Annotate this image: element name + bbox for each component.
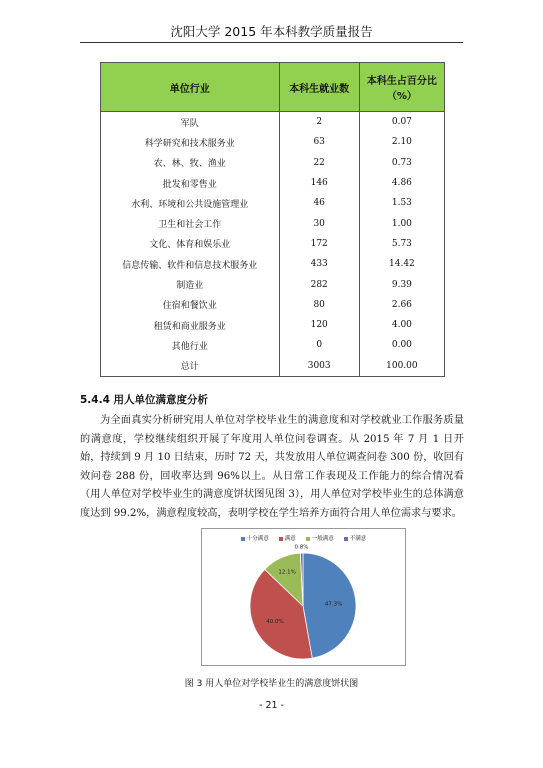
legend-label: 不满意 (349, 536, 367, 542)
cell-count: 2 (279, 112, 359, 133)
cell-count: 46 (279, 193, 359, 213)
cell-industry: 信息传输、软件和信息技术服务业 (101, 254, 280, 274)
pie-data-label: 47.3% (324, 601, 343, 608)
cell-percent: 4.86 (359, 173, 444, 193)
cell-industry: 科学研究和技术服务业 (101, 132, 280, 152)
table-header-row (101, 63, 445, 112)
cell-industry: 农、林、牧、渔业 (101, 153, 280, 173)
section-paragraph: 为全面真实分析研究用人单位对学校毕业生的满意度和对学校就业工作服务质量的满意度，学校继续组织开展了年度用人单位问卷调查。从 2015 年 7 月 1 日开始，持续到 9 月 10 日结束，历时 72 天，共发放用人单位调查问卷 300 份，收回有效问卷 288 份，回收率达到 96%以上。从日常工作表现及工作能力的综合情况看（用人单位对学校毕业生的满意度饼状图见图 3），用人单位对学校毕业生的总体满意度达到 99.2%，满意程度较高，表明学校在学生培养方面符合用人单位需求与要求。 (80, 415, 464, 519)
table-row (101, 356, 445, 377)
cell-industry: 批发和零售业 (101, 173, 280, 193)
table-row (101, 274, 445, 294)
page-header-title: 沈阳大学 2015 年本科教学质量报告 (170, 24, 373, 39)
cell-count: 433 (279, 254, 359, 274)
table-row (101, 132, 445, 152)
satisfaction-pie-chart (201, 528, 406, 666)
column-header-industry: 单位行业 (101, 63, 280, 112)
cell-count: 80 (279, 295, 359, 315)
cell-count: 146 (279, 173, 359, 193)
cell-percent: 100.00 (359, 356, 444, 377)
section-heading: 5.4.4 用人单位满意度分析 (80, 394, 209, 406)
cell-count: 0 (279, 335, 359, 355)
cell-count: 172 (279, 234, 359, 254)
cell-percent: 1.00 (359, 213, 444, 233)
cell-industry: 水利、环境和公共设施管理业 (101, 193, 280, 213)
table-row (101, 153, 445, 173)
table-row (101, 173, 445, 193)
table-row (101, 335, 445, 355)
pie-data-label: 40.0% (266, 619, 284, 626)
legend-label: 满意 (284, 536, 296, 542)
column-header-percent: 本科生占百分比（%） (359, 63, 444, 112)
cell-industry: 制造业 (101, 274, 280, 294)
legend-label: 一般满意 (311, 536, 334, 542)
cell-percent: 0.00 (359, 335, 444, 355)
table-row (101, 213, 445, 233)
industry-employment-table (100, 62, 445, 377)
cell-industry: 文化、体育和娱乐业 (101, 234, 280, 254)
table-row (101, 254, 445, 274)
pie-data-label: 12.1% (278, 569, 296, 576)
cell-industry: 住宿和餐饮业 (101, 295, 280, 315)
table-row (101, 295, 445, 315)
table-body (101, 112, 445, 377)
table-row (101, 315, 445, 335)
cell-industry: 军队 (101, 112, 280, 133)
cell-count: 30 (279, 213, 359, 233)
cell-percent: 0.73 (359, 153, 444, 173)
cell-percent: 4.00 (359, 315, 444, 335)
cell-count: 282 (279, 274, 359, 294)
column-header-count: 本科生就业数 (279, 63, 359, 112)
page-number: - 21 - (259, 700, 284, 711)
cell-industry: 总计 (101, 356, 280, 377)
cell-industry: 其他行业 (101, 335, 280, 355)
cell-percent: 2.10 (359, 132, 444, 152)
cell-industry: 租赁和商业服务业 (101, 315, 280, 335)
table-row (101, 234, 445, 254)
cell-percent: 9.39 (359, 274, 444, 294)
cell-count: 120 (279, 315, 359, 335)
cell-count: 3003 (279, 356, 359, 377)
cell-percent: 2.66 (359, 295, 444, 315)
cell-industry: 卫生和社会工作 (101, 213, 280, 233)
cell-percent: 1.53 (359, 193, 444, 213)
cell-percent: 5.73 (359, 234, 444, 254)
cell-count: 22 (279, 153, 359, 173)
legend-label: 十分满意 (246, 536, 269, 542)
table-row (101, 193, 445, 213)
table-row (101, 112, 445, 133)
pie-data-label: 0.8% (294, 544, 309, 551)
figure-caption: 图 3 用人单位对学校毕业生的满意度饼状图 (184, 679, 359, 689)
cell-percent: 14.42 (359, 254, 444, 274)
cell-count: 63 (279, 132, 359, 152)
cell-percent: 0.07 (359, 112, 444, 133)
pie-svg (202, 529, 405, 665)
header-divider (80, 42, 463, 43)
